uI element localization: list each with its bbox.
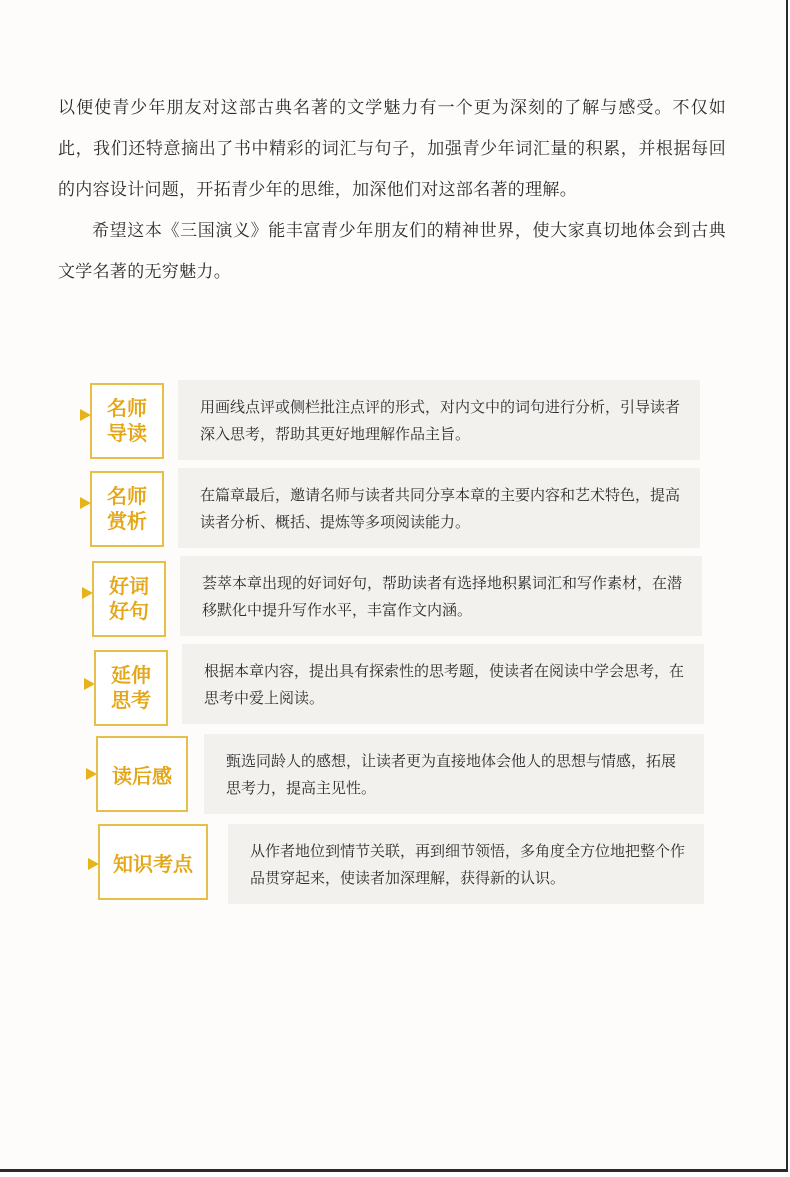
feature-tag-reflections: 读后感 [96,736,188,812]
tag-line: 好句 [109,599,149,623]
feature-tag-appreciation [90,471,164,547]
feature-row-knowledge-points [80,824,710,908]
tag-line: 好词 [109,574,149,598]
feature-tag-extended-thinking [94,650,168,726]
tag-line: 导读 [107,421,147,445]
feature-tag-good-words [92,561,166,637]
feature-desc-guide: 用画线点评或侧栏批注点评的形式，对内文中的词句进行分析，引导读者深入思考，帮助其更好地理解作品主旨。 [178,380,700,460]
tag-line: 赏析 [107,509,147,533]
feature-row-appreciation [80,468,710,550]
intro-paragraph-2: 希望这本《三国演义》能丰富青少年朋友们的精神世界，使大家真切地体会到古典文学名著的无穷魅力。 [58,221,726,282]
tag-line: 思考 [111,688,151,712]
feature-desc-knowledge-points: 从作者地位到情节关联，再到细节领悟，多角度全方位地把整个作品贯穿起来，使读者加深理解，获得新的认识。 [228,824,704,904]
feature-tag-knowledge-points: 知识考点 [98,824,208,900]
intro-paragraph-1: 以便使青少年朋友对这部古典名著的文学魅力有一个更为深刻的了解与感受。不仅如此，我们还特意摘出了书中精彩的词汇与句子，加强青少年词汇量的积累，并根据每回的内容设计问题，开拓青少年的思维，加深他们对这部名著的理解。 [58,98,726,200]
feature-row-good-words [80,556,710,638]
feature-row-reflections [80,734,710,818]
tag-line: 名师 [107,484,147,508]
intro-text [58,88,726,293]
feature-row-guide [80,380,710,462]
feature-desc-appreciation: 在篇章最后，邀请名师与读者共同分享本章的主要内容和艺术特色，提高读者分析、概括、提炼等多项阅读能力。 [178,468,700,548]
feature-desc-good-words: 荟萃本章出现的好词好句，帮助读者有选择地积累词汇和写作素材，在潜移默化中提升写作水平，丰富作文内涵。 [180,556,702,636]
tag-line: 延伸 [111,663,151,687]
feature-desc-reflections: 甄选同龄人的感想，让读者更为直接地体会他人的思想与情感，拓展思考力，提高主见性。 [204,734,704,814]
tag-line: 名师 [107,396,147,420]
feature-row-extended-thinking [80,644,710,728]
feature-desc-extended-thinking: 根据本章内容，提出具有探索性的思考题，使读者在阅读中学会思考，在思考中爱上阅读。 [182,644,704,724]
feature-tag-guide [90,383,164,459]
